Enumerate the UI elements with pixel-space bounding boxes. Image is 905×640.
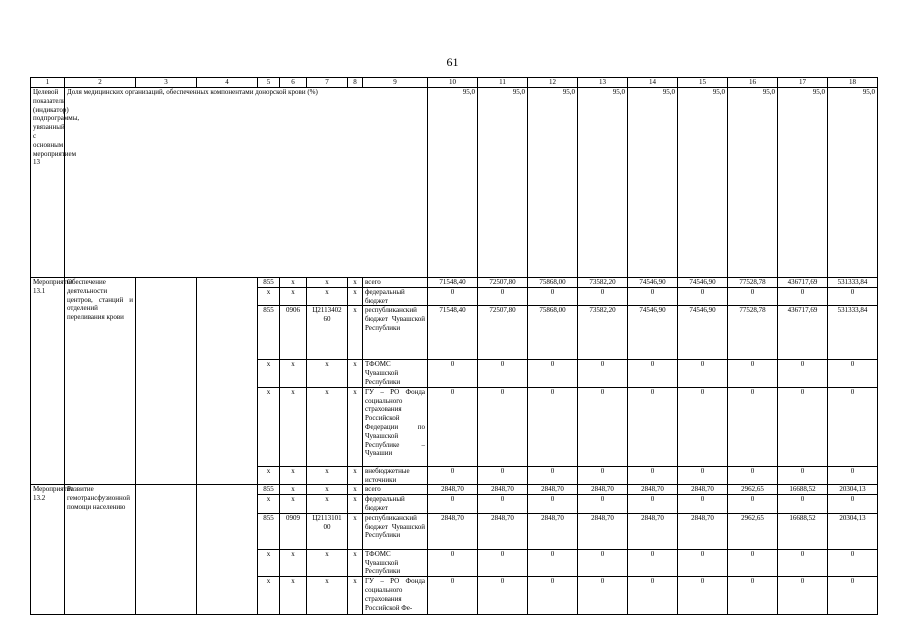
amount-cell: 0 bbox=[578, 549, 628, 576]
amount-cell: 0 bbox=[528, 360, 578, 387]
amount-cell: 0 bbox=[778, 360, 828, 387]
code-cell: x bbox=[307, 466, 348, 485]
column-number: 18 bbox=[828, 78, 878, 88]
amount-cell: 75868,00 bbox=[528, 278, 578, 288]
code-cell: x bbox=[348, 466, 363, 485]
code-cell: Ц2113402 60 bbox=[307, 306, 348, 360]
amount-cell: 72507,80 bbox=[478, 306, 528, 360]
code-cell: x bbox=[307, 495, 348, 514]
amount-cell: 0 bbox=[428, 577, 478, 615]
measure-label: Мероприятие 13.1 bbox=[31, 278, 65, 485]
amount-cell: 0 bbox=[678, 387, 728, 466]
amount-cell: 0 bbox=[578, 360, 628, 387]
code-cell: x bbox=[348, 495, 363, 514]
code-cell: x bbox=[280, 287, 307, 306]
column-number: 4 bbox=[197, 78, 258, 88]
funding-source: федеральный бюджет bbox=[363, 495, 428, 514]
amount-cell: 0 bbox=[778, 466, 828, 485]
amount-cell: 77528,78 bbox=[728, 306, 778, 360]
amount-cell: 0 bbox=[678, 577, 728, 615]
column-number: 1 bbox=[31, 78, 65, 88]
column-number: 5 bbox=[258, 78, 280, 88]
code-cell: x bbox=[348, 306, 363, 360]
code-cell: x bbox=[280, 495, 307, 514]
funding-source: ГУ – РО Фонда социального страхования Российской Фе- bbox=[363, 577, 428, 615]
amount-cell: 0 bbox=[828, 360, 878, 387]
amount-cell: 74546,90 bbox=[678, 306, 728, 360]
column-number: 3 bbox=[136, 78, 197, 88]
amount-cell: 0 bbox=[828, 466, 878, 485]
code-cell: x bbox=[280, 577, 307, 615]
amount-cell: 2848,70 bbox=[478, 485, 528, 495]
empty-cell bbox=[197, 278, 258, 485]
measure-name: Развитие гемотрансфузионной помощи населению bbox=[65, 485, 136, 615]
amount-cell: 0 bbox=[528, 577, 578, 615]
code-cell: 0909 bbox=[280, 513, 307, 549]
code-cell: x bbox=[258, 577, 280, 615]
code-cell: x bbox=[348, 549, 363, 576]
amount-cell: 74546,90 bbox=[678, 278, 728, 288]
code-cell: x bbox=[258, 287, 280, 306]
code-cell: x bbox=[258, 466, 280, 485]
amount-cell: 0 bbox=[828, 577, 878, 615]
amount-cell: 0 bbox=[628, 577, 678, 615]
amount-cell: 0 bbox=[578, 387, 628, 466]
amount-cell: 0 bbox=[528, 495, 578, 514]
amount-cell: 0 bbox=[678, 287, 728, 306]
table-row bbox=[31, 278, 878, 288]
amount-cell: 531333,84 bbox=[828, 278, 878, 288]
code-cell: x bbox=[280, 387, 307, 466]
amount-cell: 73582,20 bbox=[578, 306, 628, 360]
amount-cell: 0 bbox=[478, 360, 528, 387]
amount-cell: 0 bbox=[728, 360, 778, 387]
amount-cell: 0 bbox=[578, 287, 628, 306]
amount-cell: 2848,70 bbox=[578, 485, 628, 495]
amount-cell: 74546,90 bbox=[628, 278, 678, 288]
code-cell: x bbox=[280, 549, 307, 576]
funding-source: всего bbox=[363, 278, 428, 288]
amount-cell: 0 bbox=[728, 495, 778, 514]
amount-cell: 0 bbox=[628, 360, 678, 387]
code-cell: x bbox=[348, 513, 363, 549]
amount-cell: 20304,13 bbox=[828, 485, 878, 495]
amount-cell: 0 bbox=[628, 495, 678, 514]
column-number: 14 bbox=[628, 78, 678, 88]
code-cell: x bbox=[307, 485, 348, 495]
amount-cell: 73582,20 bbox=[578, 278, 628, 288]
code-cell: x bbox=[307, 360, 348, 387]
code-cell: x bbox=[307, 577, 348, 615]
code-cell: x bbox=[280, 466, 307, 485]
target-value: 95,0 bbox=[578, 88, 628, 278]
amount-cell: 0 bbox=[828, 287, 878, 306]
table-body bbox=[31, 78, 878, 615]
target-value: 95,0 bbox=[778, 88, 828, 278]
target-text: Доля медицинских организаций, обеспеченных компонентами донорской крови (%) bbox=[65, 88, 428, 278]
amount-cell: 0 bbox=[578, 466, 628, 485]
code-cell: x bbox=[348, 278, 363, 288]
target-value: 95,0 bbox=[728, 88, 778, 278]
amount-cell: 2848,70 bbox=[428, 485, 478, 495]
target-indicator-row bbox=[31, 88, 878, 278]
amount-cell: 0 bbox=[828, 495, 878, 514]
code-cell: 855 bbox=[258, 278, 280, 288]
amount-cell: 0 bbox=[478, 495, 528, 514]
code-cell: 855 bbox=[258, 513, 280, 549]
code-cell: x bbox=[307, 287, 348, 306]
amount-cell: 2848,70 bbox=[428, 513, 478, 549]
funding-source: всего bbox=[363, 485, 428, 495]
amount-cell: 0 bbox=[528, 549, 578, 576]
amount-cell: 2848,70 bbox=[528, 513, 578, 549]
code-cell: x bbox=[307, 387, 348, 466]
column-number: 11 bbox=[478, 78, 528, 88]
measure-label: Мероприятие 13.2 bbox=[31, 485, 65, 615]
funding-source: ГУ – РО Фонда социального страхования Российской Федерации по Чувашской Республике – Чувашии bbox=[363, 387, 428, 466]
amount-cell: 0 bbox=[728, 287, 778, 306]
code-cell: 855 bbox=[258, 485, 280, 495]
amount-cell: 0 bbox=[728, 387, 778, 466]
column-number: 15 bbox=[678, 78, 728, 88]
code-cell: x bbox=[280, 278, 307, 288]
target-value: 95,0 bbox=[628, 88, 678, 278]
code-cell: x bbox=[280, 485, 307, 495]
amount-cell: 0 bbox=[478, 387, 528, 466]
empty-cell bbox=[136, 278, 197, 485]
code-cell: x bbox=[348, 485, 363, 495]
empty-cell bbox=[197, 485, 258, 615]
code-cell: x bbox=[307, 549, 348, 576]
amount-cell: 0 bbox=[678, 549, 728, 576]
code-cell: x bbox=[280, 360, 307, 387]
column-number: 7 bbox=[307, 78, 348, 88]
funding-source: республиканский бюджет Чувашской Республики bbox=[363, 306, 428, 360]
amount-cell: 2848,70 bbox=[678, 513, 728, 549]
code-cell: x bbox=[348, 360, 363, 387]
code-cell: x bbox=[348, 577, 363, 615]
table-row bbox=[31, 485, 878, 495]
budget-table bbox=[30, 77, 878, 615]
amount-cell: 0 bbox=[428, 287, 478, 306]
measure-name: Обеспечение деятельности центров, станций и отделений переливания крови bbox=[65, 278, 136, 485]
funding-source: внебюджетные источники bbox=[363, 466, 428, 485]
amount-cell: 0 bbox=[428, 549, 478, 576]
amount-cell: 0 bbox=[428, 495, 478, 514]
amount-cell: 0 bbox=[728, 549, 778, 576]
amount-cell: 0 bbox=[478, 577, 528, 615]
column-number: 8 bbox=[348, 78, 363, 88]
code-cell: x bbox=[307, 278, 348, 288]
amount-cell: 71548,40 bbox=[428, 306, 478, 360]
amount-cell: 0 bbox=[778, 549, 828, 576]
amount-cell: 0 bbox=[678, 360, 728, 387]
funding-source: ТФОМС Чувашской Республики bbox=[363, 360, 428, 387]
amount-cell: 0 bbox=[778, 387, 828, 466]
code-cell: Ц2113101 00 bbox=[307, 513, 348, 549]
amount-cell: 2848,70 bbox=[578, 513, 628, 549]
amount-cell: 436717,69 bbox=[778, 278, 828, 288]
column-number: 12 bbox=[528, 78, 578, 88]
column-number-row bbox=[31, 78, 878, 88]
column-number: 2 bbox=[65, 78, 136, 88]
amount-cell: 0 bbox=[828, 387, 878, 466]
amount-cell: 2848,70 bbox=[678, 485, 728, 495]
amount-cell: 0 bbox=[828, 549, 878, 576]
code-cell: 855 bbox=[258, 306, 280, 360]
target-value: 95,0 bbox=[828, 88, 878, 278]
column-number: 10 bbox=[428, 78, 478, 88]
amount-cell: 0 bbox=[578, 495, 628, 514]
amount-cell: 0 bbox=[478, 466, 528, 485]
amount-cell: 75868,00 bbox=[528, 306, 578, 360]
amount-cell: 0 bbox=[678, 495, 728, 514]
amount-cell: 0 bbox=[528, 387, 578, 466]
target-value: 95,0 bbox=[528, 88, 578, 278]
amount-cell: 2848,70 bbox=[528, 485, 578, 495]
column-number: 13 bbox=[578, 78, 628, 88]
code-cell: x bbox=[348, 287, 363, 306]
amount-cell: 0 bbox=[628, 287, 678, 306]
column-number: 16 bbox=[728, 78, 778, 88]
amount-cell: 0 bbox=[728, 466, 778, 485]
target-label: Целевой показатель (индикатор) подпрограммы, увязанный с основным мероприятием 13 bbox=[31, 88, 65, 278]
amount-cell: 0 bbox=[778, 287, 828, 306]
amount-cell: 77528,78 bbox=[728, 278, 778, 288]
amount-cell: 2962,65 bbox=[728, 513, 778, 549]
amount-cell: 2848,70 bbox=[628, 485, 678, 495]
funding-source: федеральный бюджет bbox=[363, 287, 428, 306]
amount-cell: 20304,13 bbox=[828, 513, 878, 549]
amount-cell: 0 bbox=[778, 495, 828, 514]
code-cell: x bbox=[258, 387, 280, 466]
page-number: 61 bbox=[446, 55, 459, 69]
funding-source: республиканский бюджет Чувашской Республики bbox=[363, 513, 428, 549]
amount-cell: 0 bbox=[428, 360, 478, 387]
amount-cell: 0 bbox=[528, 287, 578, 306]
amount-cell: 71548,40 bbox=[428, 278, 478, 288]
funding-source: ТФОМС Чувашской Республики bbox=[363, 549, 428, 576]
amount-cell: 72507,80 bbox=[478, 278, 528, 288]
amount-cell: 0 bbox=[528, 466, 578, 485]
amount-cell: 2848,70 bbox=[478, 513, 528, 549]
amount-cell: 0 bbox=[628, 466, 678, 485]
amount-cell: 16688,52 bbox=[778, 485, 828, 495]
column-number: 6 bbox=[280, 78, 307, 88]
amount-cell: 0 bbox=[678, 466, 728, 485]
amount-cell: 0 bbox=[778, 577, 828, 615]
amount-cell: 0 bbox=[628, 549, 678, 576]
amount-cell: 531333,84 bbox=[828, 306, 878, 360]
amount-cell: 0 bbox=[628, 387, 678, 466]
target-value: 95,0 bbox=[428, 88, 478, 278]
amount-cell: 0 bbox=[478, 549, 528, 576]
amount-cell: 2848,70 bbox=[628, 513, 678, 549]
amount-cell: 0 bbox=[428, 387, 478, 466]
code-cell: x bbox=[348, 387, 363, 466]
amount-cell: 0 bbox=[578, 577, 628, 615]
amount-cell: 0 bbox=[728, 577, 778, 615]
amount-cell: 2962,65 bbox=[728, 485, 778, 495]
code-cell: x bbox=[258, 495, 280, 514]
amount-cell: 16688,52 bbox=[778, 513, 828, 549]
code-cell: x bbox=[258, 549, 280, 576]
code-cell: x bbox=[258, 360, 280, 387]
target-value: 95,0 bbox=[478, 88, 528, 278]
code-cell: 0906 bbox=[280, 306, 307, 360]
amount-cell: 436717,69 bbox=[778, 306, 828, 360]
target-value: 95,0 bbox=[678, 88, 728, 278]
empty-cell bbox=[136, 485, 197, 615]
column-number: 17 bbox=[778, 78, 828, 88]
amount-cell: 0 bbox=[428, 466, 478, 485]
amount-cell: 74546,90 bbox=[628, 306, 678, 360]
column-number: 9 bbox=[363, 78, 428, 88]
amount-cell: 0 bbox=[478, 287, 528, 306]
